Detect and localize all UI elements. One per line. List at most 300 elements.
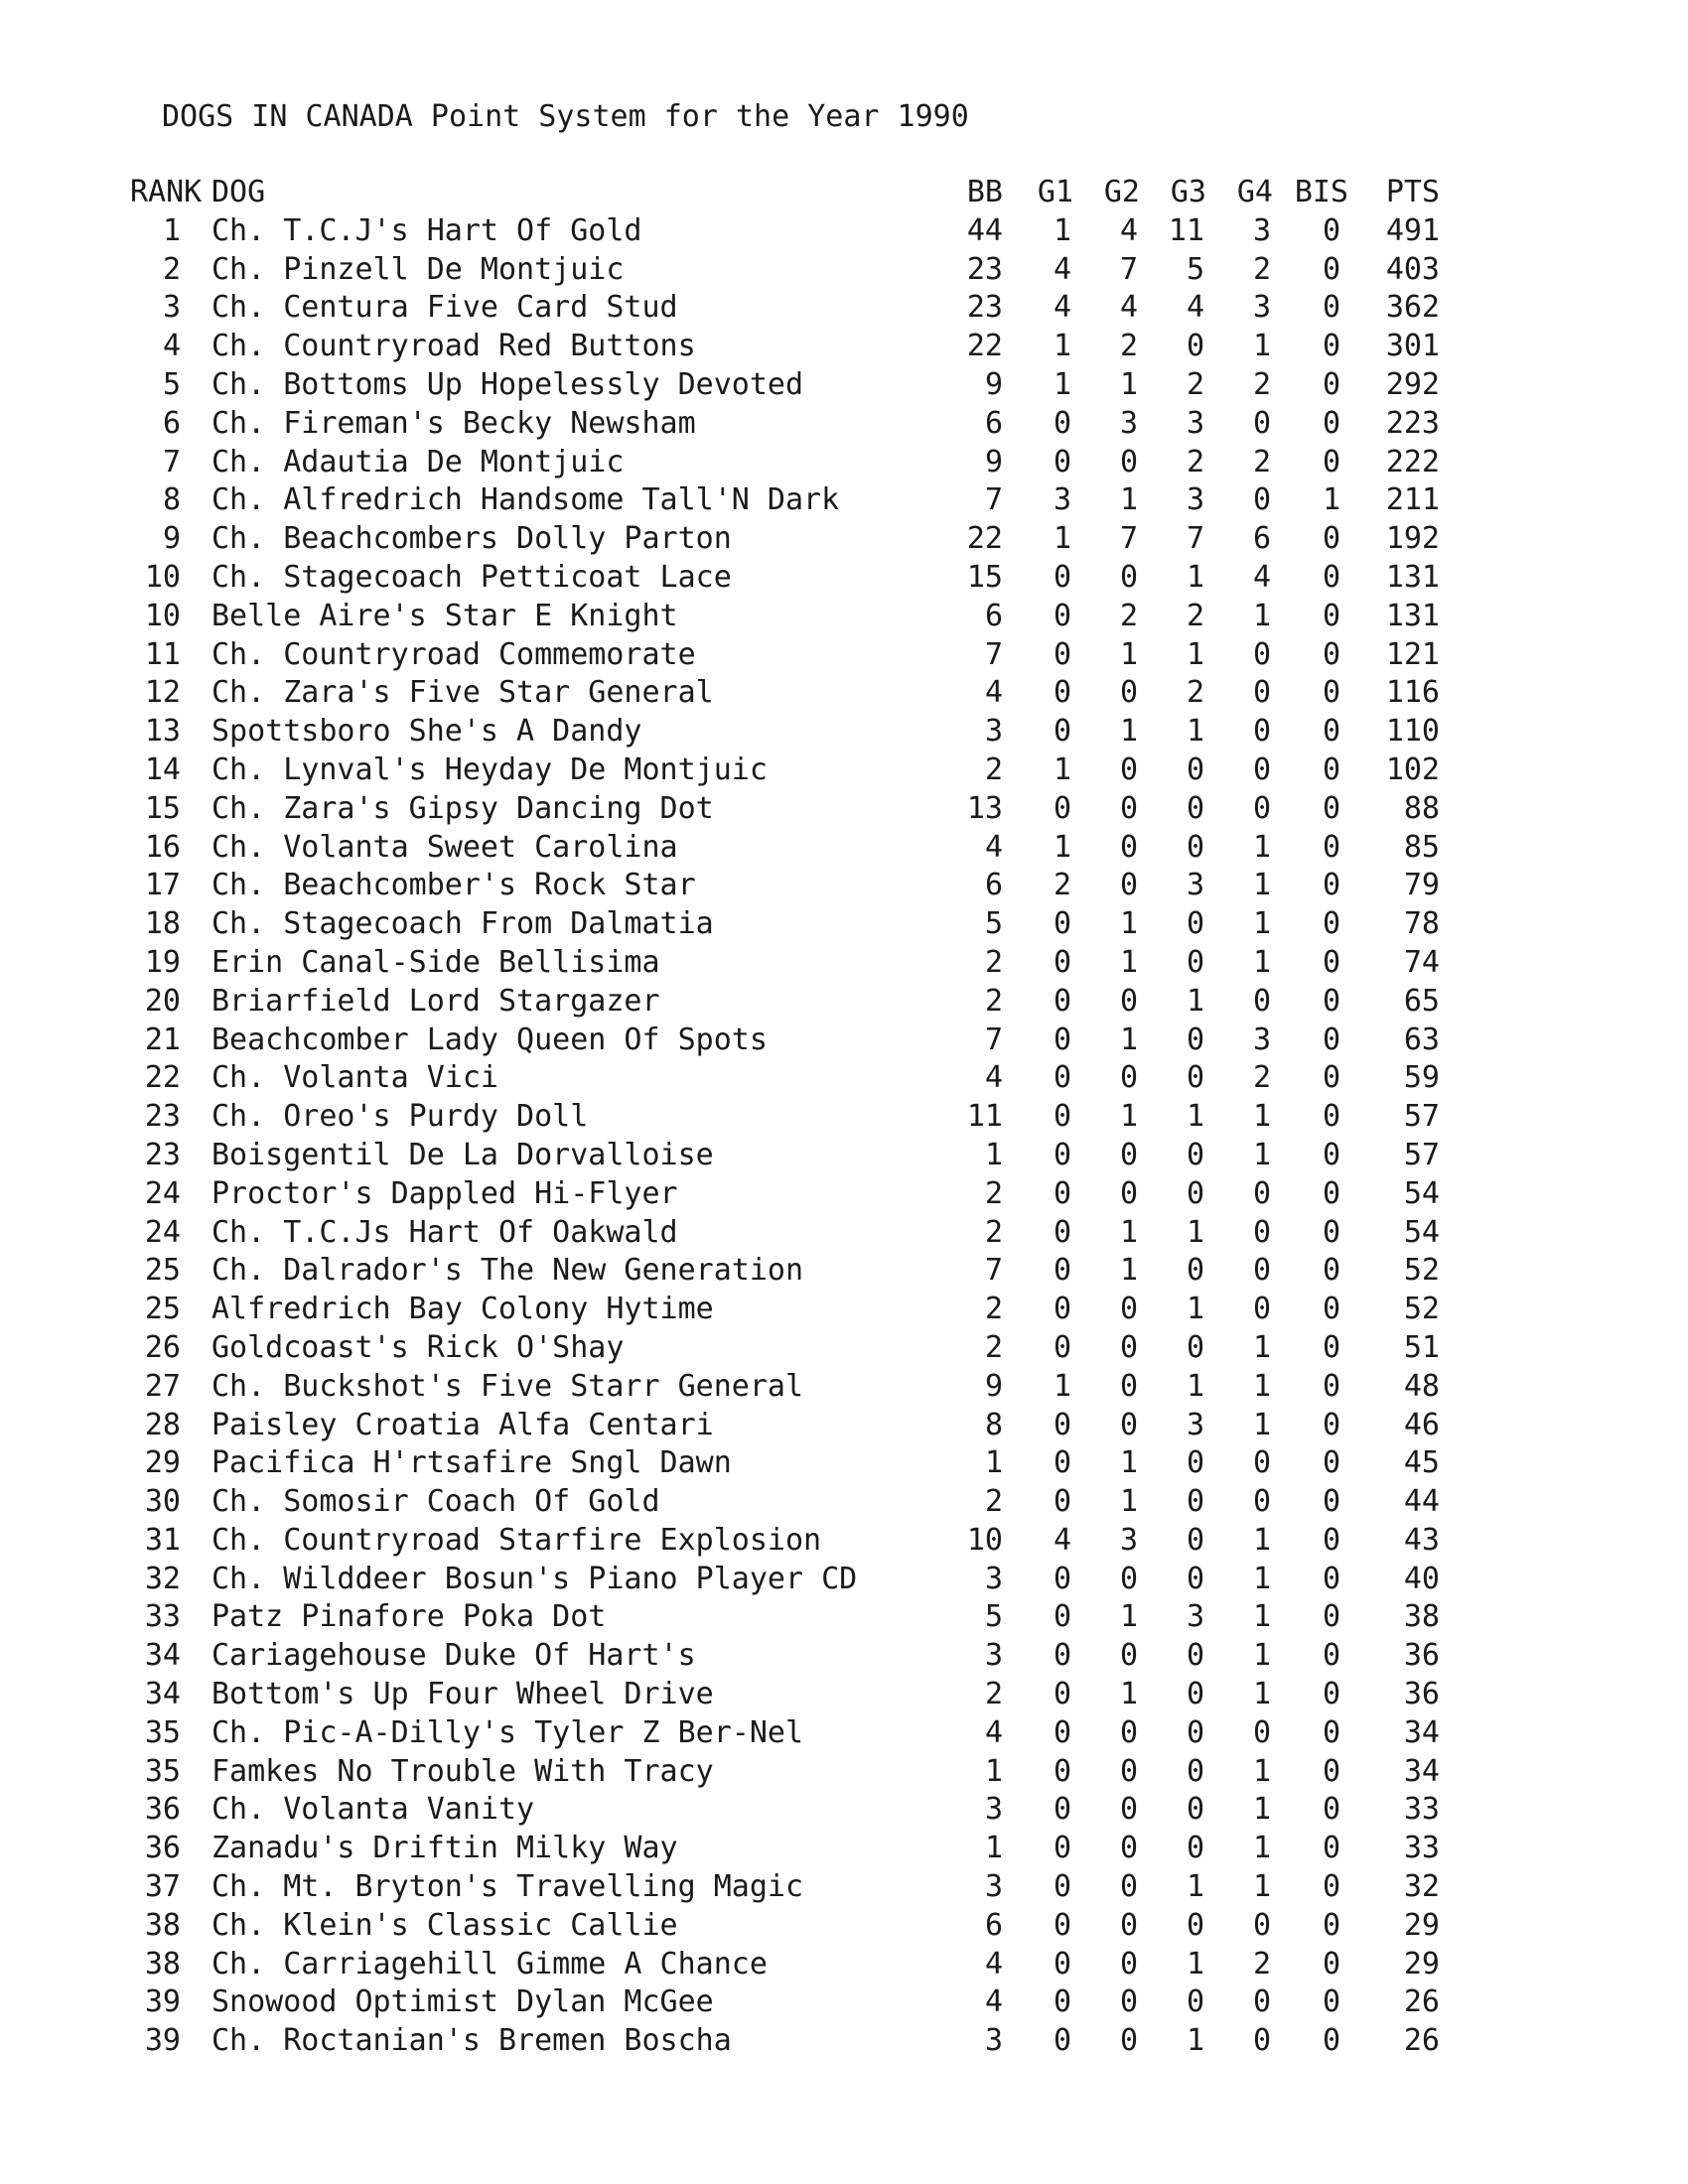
cell-dog: Beachcomber Lady Queen Of Spots bbox=[211, 1022, 768, 1057]
cell-bb: 3 bbox=[984, 1561, 1003, 1596]
cell-g3: 5 bbox=[1186, 251, 1204, 287]
cell-g1: 1 bbox=[1053, 751, 1071, 787]
cell-rank: 4 bbox=[162, 329, 181, 364]
cell-dog: Ch. Roctanian's Bremen Boscha bbox=[211, 2023, 732, 2059]
cell-dog: Ch. Pic-A-Dilly's Tyler Z Ber-Nel bbox=[211, 1714, 804, 1750]
cell-rank: 24 bbox=[144, 1214, 181, 1250]
table-row bbox=[0, 1098, 1688, 1137]
cell-bis: 0 bbox=[1322, 521, 1340, 557]
cell-bb: 1 bbox=[984, 1753, 1003, 1789]
cell-bb: 2 bbox=[984, 751, 1003, 787]
cell-bb: 7 bbox=[984, 636, 1003, 672]
cell-rank: 12 bbox=[144, 675, 181, 711]
cell-bis: 0 bbox=[1322, 366, 1340, 402]
cell-g4: 1 bbox=[1252, 1599, 1271, 1635]
cell-g1: 3 bbox=[1053, 482, 1071, 518]
cell-bis: 0 bbox=[1322, 983, 1340, 1019]
table-row bbox=[0, 636, 1688, 675]
cell-rank: 34 bbox=[144, 1677, 181, 1712]
cell-g2: 0 bbox=[1119, 444, 1138, 479]
cell-pts: 57 bbox=[1403, 1137, 1440, 1172]
cell-pts: 57 bbox=[1403, 1099, 1440, 1135]
table-row bbox=[0, 1059, 1688, 1098]
cell-pts: 26 bbox=[1403, 1984, 1440, 2020]
cell-g4: 4 bbox=[1252, 559, 1271, 595]
cell-g3: 0 bbox=[1186, 1677, 1204, 1712]
cell-bb: 2 bbox=[984, 1329, 1003, 1365]
cell-g4: 1 bbox=[1252, 1522, 1271, 1558]
cell-rank: 9 bbox=[162, 521, 181, 557]
table-row bbox=[0, 444, 1688, 482]
cell-bb: 6 bbox=[984, 1907, 1003, 1943]
cell-dog: Patz Pinafore Poka Dot bbox=[211, 1599, 607, 1635]
cell-g2: 0 bbox=[1119, 1907, 1138, 1943]
cell-g1: 0 bbox=[1053, 1907, 1071, 1943]
cell-g2: 1 bbox=[1119, 636, 1138, 672]
table-row bbox=[0, 366, 1688, 405]
cell-g4: 3 bbox=[1252, 290, 1271, 326]
cell-g3: 4 bbox=[1186, 290, 1204, 326]
cell-bb: 2 bbox=[984, 983, 1003, 1019]
cell-pts: 34 bbox=[1403, 1714, 1440, 1750]
cell-dog: Ch. Beachcombers Dolly Parton bbox=[211, 521, 732, 557]
cell-g3: 1 bbox=[1186, 714, 1204, 750]
cell-rank: 23 bbox=[144, 1099, 181, 1135]
table-row bbox=[0, 1868, 1688, 1907]
cell-g4: 1 bbox=[1252, 1137, 1271, 1172]
cell-g3: 0 bbox=[1186, 1984, 1204, 2020]
cell-g2: 0 bbox=[1119, 1984, 1138, 2020]
cell-rank: 36 bbox=[144, 1831, 181, 1866]
cell-pts: 36 bbox=[1403, 1677, 1440, 1712]
cell-g2: 1 bbox=[1119, 1599, 1138, 1635]
cell-g1: 0 bbox=[1053, 559, 1071, 595]
cell-g4: 2 bbox=[1252, 1946, 1271, 1981]
cell-g2: 3 bbox=[1119, 405, 1138, 441]
table-row bbox=[0, 867, 1688, 905]
cell-rank: 38 bbox=[144, 1907, 181, 1943]
cell-g4: 0 bbox=[1252, 636, 1271, 672]
cell-g2: 1 bbox=[1119, 1214, 1138, 1250]
cell-bb: 3 bbox=[984, 1869, 1003, 1905]
cell-g3: 2 bbox=[1186, 444, 1204, 479]
cell-rank: 29 bbox=[144, 1445, 181, 1481]
table-row bbox=[0, 251, 1688, 290]
cell-g2: 0 bbox=[1119, 983, 1138, 1019]
cell-bis: 0 bbox=[1322, 1060, 1340, 1096]
cell-g1: 2 bbox=[1053, 868, 1071, 903]
cell-g3: 0 bbox=[1186, 1638, 1204, 1674]
cell-bb: 1 bbox=[984, 1445, 1003, 1481]
cell-bis: 0 bbox=[1322, 1329, 1340, 1365]
cell-g1: 0 bbox=[1053, 790, 1071, 826]
cell-pts: 52 bbox=[1403, 1292, 1440, 1327]
cell-bis: 0 bbox=[1322, 1175, 1340, 1211]
table-row bbox=[0, 983, 1688, 1022]
cell-bb: 7 bbox=[984, 482, 1003, 518]
cell-bis: 0 bbox=[1322, 1907, 1340, 1943]
table-row bbox=[0, 1137, 1688, 1175]
cell-rank: 19 bbox=[144, 944, 181, 980]
cell-g2: 0 bbox=[1119, 829, 1138, 865]
table-row bbox=[0, 751, 1688, 790]
cell-dog: Ch. Countryroad Red Buttons bbox=[211, 329, 696, 364]
cell-g1: 0 bbox=[1053, 675, 1071, 711]
cell-g3: 0 bbox=[1186, 1329, 1204, 1365]
column-header-bb: BB bbox=[966, 175, 1003, 209]
cell-g3: 2 bbox=[1186, 598, 1204, 633]
cell-dog: Ch. Pinzell De Montjuic bbox=[211, 251, 625, 287]
table-row bbox=[0, 1368, 1688, 1407]
cell-g4: 1 bbox=[1252, 1869, 1271, 1905]
cell-dog: Ch. Beachcomber's Rock Star bbox=[211, 868, 696, 903]
table-row bbox=[0, 944, 1688, 983]
cell-g1: 1 bbox=[1053, 366, 1071, 402]
cell-g3: 11 bbox=[1168, 212, 1204, 248]
cell-rank: 31 bbox=[144, 1522, 181, 1558]
cell-bis: 0 bbox=[1322, 1099, 1340, 1135]
cell-pts: 292 bbox=[1385, 366, 1440, 402]
cell-bb: 44 bbox=[966, 212, 1003, 248]
table-row bbox=[0, 1907, 1688, 1946]
table-row bbox=[0, 1983, 1688, 2022]
cell-g2: 1 bbox=[1119, 714, 1138, 750]
cell-bis: 0 bbox=[1322, 329, 1340, 364]
cell-bis: 0 bbox=[1322, 1407, 1340, 1442]
cell-g4: 1 bbox=[1252, 906, 1271, 942]
cell-g1: 0 bbox=[1053, 1445, 1071, 1481]
cell-pts: 223 bbox=[1385, 405, 1440, 441]
cell-g3: 1 bbox=[1186, 1099, 1204, 1135]
cell-g4: 1 bbox=[1252, 1638, 1271, 1674]
cell-bis: 0 bbox=[1322, 1946, 1340, 1981]
cell-dog: Ch. Wilddeer Bosun's Piano Player CD bbox=[211, 1561, 858, 1596]
table-row bbox=[0, 1714, 1688, 1753]
cell-bis: 0 bbox=[1322, 1831, 1340, 1866]
cell-pts: 403 bbox=[1385, 251, 1440, 287]
cell-bb: 13 bbox=[966, 790, 1003, 826]
cell-g2: 0 bbox=[1119, 1407, 1138, 1442]
cell-g3: 1 bbox=[1186, 1368, 1204, 1404]
cell-rank: 21 bbox=[144, 1022, 181, 1057]
cell-pts: 85 bbox=[1403, 829, 1440, 865]
cell-g3: 1 bbox=[1186, 2023, 1204, 2059]
table-row bbox=[0, 829, 1688, 868]
cell-g1: 0 bbox=[1053, 1714, 1071, 1750]
cell-pts: 121 bbox=[1385, 636, 1440, 672]
cell-g2: 0 bbox=[1119, 1831, 1138, 1866]
table-row bbox=[0, 1175, 1688, 1214]
cell-dog: Boisgentil De La Dorvalloise bbox=[211, 1137, 714, 1172]
cell-g1: 0 bbox=[1053, 983, 1071, 1019]
cell-bb: 10 bbox=[966, 1522, 1003, 1558]
cell-bb: 9 bbox=[984, 1368, 1003, 1404]
cell-pts: 34 bbox=[1403, 1753, 1440, 1789]
table-row bbox=[0, 289, 1688, 328]
cell-g1: 0 bbox=[1053, 1329, 1071, 1365]
cell-g1: 4 bbox=[1053, 1522, 1071, 1558]
cell-bis: 0 bbox=[1322, 944, 1340, 980]
cell-g2: 1 bbox=[1119, 1099, 1138, 1135]
cell-bis: 0 bbox=[1322, 251, 1340, 287]
cell-rank: 33 bbox=[144, 1599, 181, 1635]
cell-bb: 9 bbox=[984, 366, 1003, 402]
cell-g1: 0 bbox=[1053, 1484, 1071, 1520]
cell-pts: 40 bbox=[1403, 1561, 1440, 1596]
table-row bbox=[0, 328, 1688, 366]
cell-pts: 33 bbox=[1403, 1831, 1440, 1866]
cell-rank: 38 bbox=[144, 1946, 181, 1981]
table-row bbox=[0, 1522, 1688, 1561]
table-row bbox=[0, 598, 1688, 636]
column-header-rank: RANK bbox=[130, 175, 203, 209]
cell-g2: 0 bbox=[1119, 1137, 1138, 1172]
cell-bis: 0 bbox=[1322, 1522, 1340, 1558]
cell-pts: 131 bbox=[1385, 559, 1440, 595]
table-row bbox=[0, 1444, 1688, 1483]
cell-bb: 23 bbox=[966, 251, 1003, 287]
cell-bis: 0 bbox=[1322, 405, 1340, 441]
cell-pts: 45 bbox=[1403, 1445, 1440, 1481]
cell-g2: 0 bbox=[1119, 790, 1138, 826]
cell-g1: 0 bbox=[1053, 906, 1071, 942]
cell-rank: 24 bbox=[144, 1175, 181, 1211]
cell-g2: 7 bbox=[1119, 521, 1138, 557]
cell-rank: 35 bbox=[144, 1753, 181, 1789]
cell-bb: 2 bbox=[984, 1677, 1003, 1712]
cell-g4: 6 bbox=[1252, 521, 1271, 557]
cell-g3: 1 bbox=[1186, 983, 1204, 1019]
cell-rank: 23 bbox=[144, 1137, 181, 1172]
cell-g1: 0 bbox=[1053, 1831, 1071, 1866]
cell-bb: 22 bbox=[966, 329, 1003, 364]
cell-bis: 0 bbox=[1322, 290, 1340, 326]
cell-pts: 32 bbox=[1403, 1869, 1440, 1905]
cell-g1: 0 bbox=[1053, 405, 1071, 441]
cell-g3: 0 bbox=[1186, 1792, 1204, 1828]
cell-g3: 0 bbox=[1186, 1714, 1204, 1750]
column-header-bis: BIS bbox=[1294, 175, 1348, 209]
cell-dog: Ch. Bottoms Up Hopelessly Devoted bbox=[211, 366, 804, 402]
cell-dog: Ch. Volanta Vici bbox=[211, 1060, 498, 1096]
cell-bis: 0 bbox=[1322, 675, 1340, 711]
table-body bbox=[0, 212, 1688, 2061]
cell-g4: 0 bbox=[1252, 751, 1271, 787]
cell-g4: 1 bbox=[1252, 1407, 1271, 1442]
cell-pts: 65 bbox=[1403, 983, 1440, 1019]
cell-rank: 3 bbox=[162, 290, 181, 326]
cell-bis: 0 bbox=[1322, 1984, 1340, 2020]
cell-g3: 0 bbox=[1186, 329, 1204, 364]
cell-g1: 1 bbox=[1053, 521, 1071, 557]
cell-g4: 0 bbox=[1252, 714, 1271, 750]
table-row bbox=[0, 1637, 1688, 1676]
cell-dog: Ch. Alfredrich Handsome Tall'N Dark bbox=[211, 482, 840, 518]
cell-pts: 301 bbox=[1385, 329, 1440, 364]
cell-pts: 46 bbox=[1403, 1407, 1440, 1442]
cell-g2: 1 bbox=[1119, 1484, 1138, 1520]
cell-g1: 0 bbox=[1053, 1792, 1071, 1828]
cell-g3: 1 bbox=[1186, 636, 1204, 672]
table-row bbox=[0, 1329, 1688, 1368]
cell-g3: 0 bbox=[1186, 1831, 1204, 1866]
cell-dog: Ch. Klein's Classic Callie bbox=[211, 1907, 678, 1943]
cell-rank: 13 bbox=[144, 714, 181, 750]
column-header-dog: DOG bbox=[211, 175, 266, 209]
table-row bbox=[0, 405, 1688, 444]
cell-bb: 4 bbox=[984, 1714, 1003, 1750]
cell-g3: 0 bbox=[1186, 1907, 1204, 1943]
cell-g3: 2 bbox=[1186, 366, 1204, 402]
cell-bis: 1 bbox=[1322, 482, 1340, 518]
cell-dog: Ch. Countryroad Commemorate bbox=[211, 636, 696, 672]
cell-dog: Bottom's Up Four Wheel Drive bbox=[211, 1677, 714, 1712]
cell-dog: Ch. Zara's Gipsy Dancing Dot bbox=[211, 790, 714, 826]
cell-g2: 0 bbox=[1119, 1792, 1138, 1828]
cell-g1: 0 bbox=[1053, 1869, 1071, 1905]
cell-bis: 0 bbox=[1322, 1137, 1340, 1172]
cell-bb: 4 bbox=[984, 829, 1003, 865]
cell-g2: 7 bbox=[1119, 251, 1138, 287]
cell-g2: 0 bbox=[1119, 559, 1138, 595]
cell-g4: 2 bbox=[1252, 444, 1271, 479]
cell-pts: 79 bbox=[1403, 868, 1440, 903]
cell-g1: 0 bbox=[1053, 944, 1071, 980]
cell-pts: 48 bbox=[1403, 1368, 1440, 1404]
cell-g1: 0 bbox=[1053, 1292, 1071, 1327]
cell-g2: 2 bbox=[1119, 329, 1138, 364]
cell-g3: 7 bbox=[1186, 521, 1204, 557]
cell-dog: Ch. Carriagehill Gimme A Chance bbox=[211, 1946, 768, 1981]
cell-dog: Ch. T.C.J's Hart Of Gold bbox=[211, 212, 642, 248]
cell-g4: 1 bbox=[1252, 329, 1271, 364]
cell-pts: 36 bbox=[1403, 1638, 1440, 1674]
cell-pts: 63 bbox=[1403, 1022, 1440, 1057]
cell-g2: 0 bbox=[1119, 868, 1138, 903]
cell-rank: 8 bbox=[162, 482, 181, 518]
cell-g4: 1 bbox=[1252, 1831, 1271, 1866]
cell-g2: 0 bbox=[1119, 2023, 1138, 2059]
cell-g3: 0 bbox=[1186, 906, 1204, 942]
table-row bbox=[0, 905, 1688, 944]
cell-rank: 30 bbox=[144, 1484, 181, 1520]
cell-rank: 1 bbox=[162, 212, 181, 248]
cell-pts: 116 bbox=[1385, 675, 1440, 711]
cell-g1: 0 bbox=[1053, 1022, 1071, 1057]
cell-bis: 0 bbox=[1322, 1869, 1340, 1905]
cell-rank: 15 bbox=[144, 790, 181, 826]
cell-dog: Ch. Volanta Sweet Carolina bbox=[211, 829, 678, 865]
table-header-row bbox=[0, 174, 1688, 212]
cell-g2: 0 bbox=[1119, 1638, 1138, 1674]
cell-pts: 131 bbox=[1385, 598, 1440, 633]
cell-g2: 0 bbox=[1119, 1175, 1138, 1211]
table-row bbox=[0, 1214, 1688, 1253]
column-header-g4: G4 bbox=[1236, 175, 1273, 209]
table-row bbox=[0, 481, 1688, 520]
cell-dog: Ch. Oreo's Purdy Doll bbox=[211, 1099, 589, 1135]
cell-rank: 25 bbox=[144, 1292, 181, 1327]
cell-g4: 0 bbox=[1252, 1253, 1271, 1289]
cell-rank: 10 bbox=[144, 598, 181, 633]
cell-g3: 0 bbox=[1186, 1137, 1204, 1172]
cell-bis: 0 bbox=[1322, 1292, 1340, 1327]
cell-g3: 0 bbox=[1186, 944, 1204, 980]
cell-g4: 0 bbox=[1252, 1292, 1271, 1327]
table-row bbox=[0, 1022, 1688, 1060]
cell-bis: 0 bbox=[1322, 1677, 1340, 1712]
cell-dog: Snowood Optimist Dylan McGee bbox=[211, 1984, 714, 2020]
cell-g3: 0 bbox=[1186, 1522, 1204, 1558]
cell-rank: 36 bbox=[144, 1792, 181, 1828]
cell-g4: 1 bbox=[1252, 1329, 1271, 1365]
cell-g2: 1 bbox=[1119, 906, 1138, 942]
cell-g2: 1 bbox=[1119, 366, 1138, 402]
cell-pts: 211 bbox=[1385, 482, 1440, 518]
table-row bbox=[0, 674, 1688, 713]
table-row bbox=[0, 520, 1688, 559]
cell-g1: 1 bbox=[1053, 1368, 1071, 1404]
cell-rank: 6 bbox=[162, 405, 181, 441]
cell-rank: 28 bbox=[144, 1407, 181, 1442]
table-row bbox=[0, 713, 1688, 751]
cell-g4: 0 bbox=[1252, 482, 1271, 518]
cell-g3: 3 bbox=[1186, 482, 1204, 518]
cell-g2: 0 bbox=[1119, 1368, 1138, 1404]
cell-bb: 6 bbox=[984, 598, 1003, 633]
cell-rank: 18 bbox=[144, 906, 181, 942]
cell-rank: 11 bbox=[144, 636, 181, 672]
cell-g2: 1 bbox=[1119, 944, 1138, 980]
cell-g2: 1 bbox=[1119, 1445, 1138, 1481]
cell-g1: 4 bbox=[1053, 251, 1071, 287]
cell-rank: 35 bbox=[144, 1714, 181, 1750]
standings-table bbox=[0, 174, 1688, 2060]
cell-g4: 1 bbox=[1252, 1792, 1271, 1828]
cell-g2: 1 bbox=[1119, 482, 1138, 518]
cell-g1: 0 bbox=[1053, 636, 1071, 672]
cell-rank: 26 bbox=[144, 1329, 181, 1365]
cell-dog: Ch. Lynval's Heyday De Montjuic bbox=[211, 751, 768, 787]
cell-g2: 0 bbox=[1119, 751, 1138, 787]
cell-rank: 22 bbox=[144, 1060, 181, 1096]
cell-g3: 1 bbox=[1186, 1946, 1204, 1981]
cell-g4: 0 bbox=[1252, 1984, 1271, 2020]
table-row bbox=[0, 790, 1688, 829]
cell-g4: 1 bbox=[1252, 829, 1271, 865]
cell-rank: 34 bbox=[144, 1638, 181, 1674]
cell-bis: 0 bbox=[1322, 906, 1340, 942]
column-header-g3: G3 bbox=[1170, 175, 1206, 209]
cell-g1: 0 bbox=[1053, 1946, 1071, 1981]
cell-g4: 0 bbox=[1252, 983, 1271, 1019]
cell-bb: 3 bbox=[984, 1792, 1003, 1828]
cell-g2: 0 bbox=[1119, 1329, 1138, 1365]
cell-g4: 0 bbox=[1252, 1214, 1271, 1250]
cell-g4: 0 bbox=[1252, 1484, 1271, 1520]
cell-g4: 0 bbox=[1252, 405, 1271, 441]
cell-g3: 1 bbox=[1186, 559, 1204, 595]
cell-g2: 0 bbox=[1119, 1946, 1138, 1981]
cell-g3: 0 bbox=[1186, 790, 1204, 826]
cell-g3: 3 bbox=[1186, 868, 1204, 903]
cell-bb: 4 bbox=[984, 1984, 1003, 2020]
cell-bis: 0 bbox=[1322, 751, 1340, 787]
cell-bis: 0 bbox=[1322, 1253, 1340, 1289]
cell-g3: 0 bbox=[1186, 1022, 1204, 1057]
cell-g4: 0 bbox=[1252, 2023, 1271, 2059]
cell-bb: 11 bbox=[966, 1099, 1003, 1135]
